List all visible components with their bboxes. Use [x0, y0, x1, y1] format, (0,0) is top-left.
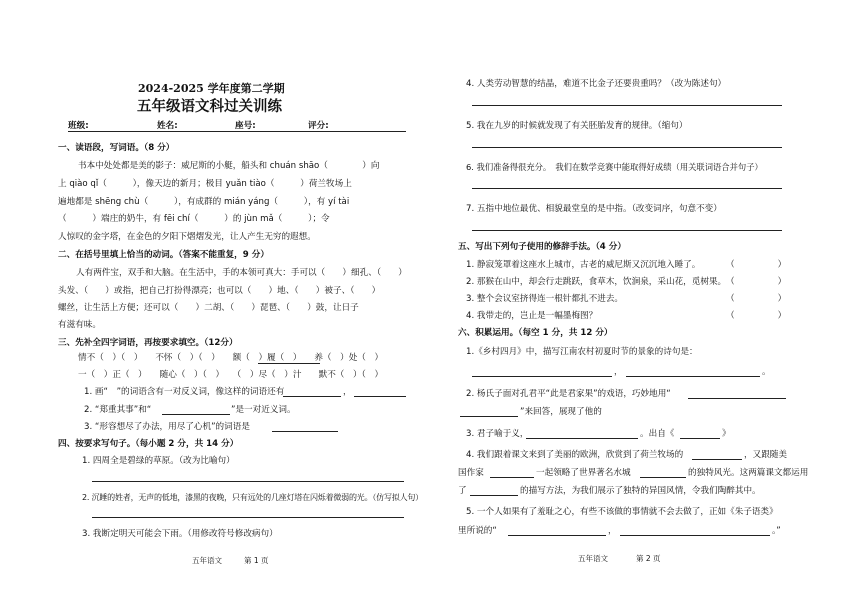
s6-q1-blank-2[interactable]: [626, 376, 760, 377]
s6-q5-blank-2[interactable]: [620, 535, 770, 536]
s3-question-1: 1. 画“ ”的词语含有一对反义词，像这样的词语还有: [84, 387, 285, 397]
label-class: 班级:: [68, 121, 89, 131]
s4-q5-answer-line[interactable]: [472, 147, 782, 148]
s6-question-4-line2-b: 一起领略了世界著名水城: [536, 468, 631, 478]
footer-page-2: 第 2 页: [636, 554, 661, 563]
s4-question-1: 1. 四周全是碧绿的草原。（改为比喻句）: [82, 456, 235, 466]
s5-answer-3[interactable]: （ ）: [726, 294, 787, 304]
s5-answer-2[interactable]: （ ）: [726, 277, 787, 287]
section-4-heading: 四、按要求写句子。（每小题 2 分，共 14 分）: [58, 439, 239, 449]
s4-question-5: 5. 我在九岁的时候就发现了有关胚胎发育的规律。（缩句）: [466, 121, 688, 131]
s3-idiom-underline: [258, 363, 320, 364]
s6-question-5-end: 。”: [772, 526, 781, 536]
s2-line-1: 人有两件宝，双手和大脑。在生活中，手的本领可真大：手可以（ ）细孔、（ ）: [76, 268, 407, 278]
s6-question-5-line2: 里所说的“: [458, 526, 497, 536]
page-2: [430, 0, 860, 608]
s6-q1-period: 。: [762, 367, 771, 377]
footer-subject-2: 五年语文: [578, 554, 608, 563]
s6-question-3-source: 。出自《: [640, 429, 675, 439]
section-1-heading: 一、读语段，写词语。（8 分）: [58, 143, 175, 153]
s6-q4-blank-3[interactable]: [640, 477, 686, 478]
s3-idiom-row-2: 一（ ）正（ ） 随心（ ）（ ） （ ）尽（ ）汁 默不（ ）（ ）: [78, 370, 384, 380]
s4-question-6: 6. 我们准备得很充分。 我们在数学竞赛中能取得好成绩（用关联词语合并句子）: [466, 162, 763, 172]
s5-question-2: 2. 那猴在山中，却会行走跳跃，食草木，饮涧泉，采山花，觅树果。: [466, 277, 727, 287]
s6-question-2-start: 2. 杨氏子面对孔君平“此是君家果”的戏语，巧妙地用“: [466, 389, 671, 399]
s4-q4-answer-line[interactable]: [472, 105, 782, 106]
s3-question-2-end: ”是一对近义词。: [231, 405, 296, 415]
footer-page: 第 1 页: [244, 556, 269, 565]
s6-q1-comma: ，: [614, 367, 623, 377]
s4-question-7: 7. 五指中地位最优、相貌最堂皇的是中指。（改变词序，句意不变）: [466, 204, 722, 214]
s3-q2-blank[interactable]: [162, 414, 230, 415]
s6-q3-blank-2[interactable]: [680, 438, 720, 439]
s1-line-3: 遍地都是 shēng chù（ ），有成群的 mián yáng（ ），有 yí tài: [58, 197, 350, 207]
s4-q7-answer-line[interactable]: [472, 230, 782, 231]
s6-question-4-cont: ，又跟随美: [744, 450, 787, 460]
header-rule: [68, 131, 406, 132]
s4-question-4: 4. 人类劳动智慧的结晶，难道不比金子还要贵重吗？（改为陈述句）: [466, 79, 727, 89]
s6-q1-blank-1[interactable]: [472, 376, 612, 377]
s6-question-5-start: 5. 一个人如果有了羞耻之心，有些不该做的事情就不会去做了，正如《朱子语类》: [466, 507, 778, 517]
s4-question-3: 3. 我断定明天可能会下雨。（用修改符号修改病句）: [82, 529, 278, 539]
s6-question-2-end: ”来回答，展现了他的: [520, 407, 602, 417]
s6-question-4-start: 4. 我们跟着课文来到了美丽的欧洲，欣赏到了荷兰牧场的: [466, 450, 684, 460]
s4-question-2: 2. 沉睡的姓者，无声的低地，漆黑的夜晚，只有远处的几座灯塔在闪烁着微弱的光。（仿写拟人句）: [82, 493, 423, 502]
label-name: 姓名:: [157, 121, 178, 131]
s6-question-3-start: 3. 君子喻于义，: [466, 429, 529, 439]
s6-q4-blank-1[interactable]: [692, 459, 742, 460]
s1-line-2: 上 qiào qǐ（ ），像天边的新月；极目 yuǎn tiào（ ）荷兰牧场上: [58, 179, 352, 189]
s4-q1-answer-line[interactable]: [92, 481, 404, 482]
s6-q4-blank-2[interactable]: [490, 477, 534, 478]
s6-q2-blank-1[interactable]: [688, 398, 786, 399]
section-3-heading: 三、先补全四字词语，再按要求填空。（12分）: [58, 338, 238, 348]
label-score: 评分:: [308, 121, 329, 131]
s5-answer-4[interactable]: （ ）: [726, 311, 787, 321]
s3-q1-comma: ，: [343, 387, 352, 397]
s3-q3-blank[interactable]: [272, 431, 338, 432]
s6-q3-blank-1[interactable]: [526, 438, 638, 439]
s2-line-3: 螺丝，让生活上方便；还可以（ ）二胡、（ ）琵琶、（ ）鼓，让日子: [58, 303, 359, 313]
s4-q2-answer-line[interactable]: [92, 517, 404, 518]
s1-line-4: （ ）端庄的奶牛，有 fēi chí（ ）的 jùn mǎ（ ）；令: [58, 214, 330, 224]
section-2-heading: 二、在括号里填上恰当的动词。（答案不能重复，9 分）: [58, 250, 269, 260]
s6-q5-comma: ，: [608, 526, 617, 536]
s3-idiom-row-1: 情不（ ）（ ） 不怀（ ）（ ） 额（ ）履（ ） 养（ ）处（ ）: [78, 353, 384, 363]
s2-line-2: 头发、（ ）或指，把自己打扮得漂亮；也可以（ ）地、（ ）被子、（ ）: [58, 286, 381, 296]
s2-line-4: 有滋有味。: [58, 320, 101, 330]
s3-q1-blank-1[interactable]: [283, 396, 341, 397]
s3-question-2-start: 2. “郑重其事”和“: [84, 405, 152, 415]
s3-question-3: 3. “形容想尽了办法，用尽了心机”的词语是: [84, 422, 250, 432]
s6-question-4-line3-b: 的描写方法，为我们展示了独特的异国风情，令我们陶醉其中。: [520, 486, 761, 496]
s6-question-1: 1.《乡村四月》中，描写江南农村初夏时节的景象的诗句是：: [466, 347, 698, 357]
s6-question-4-line2-c: 的独特风光。这两篇课文都运用: [688, 468, 809, 478]
s5-question-1: 1. 静寂笼罩着这座水上城市，古老的威尼斯又沉沉地入睡了。: [466, 260, 701, 270]
page-title: 五年级语文科过关训练: [137, 98, 282, 115]
s6-q5-blank-1[interactable]: [508, 535, 606, 536]
footer-subject: 五年语文: [192, 556, 222, 565]
section-5-heading: 五、写出下列句子使用的修辞手法。（4 分）: [458, 242, 626, 252]
s5-question-3: 3. 整个会议室挤得连一根针都扎不进去。: [466, 294, 624, 304]
s1-line-5: 人惊叹的金字塔，在金色的夕阳下熠熠发光，让人产生无穷的遐想。: [58, 232, 316, 242]
s6-q2-blank-2[interactable]: [460, 416, 518, 417]
s6-question-4-line2-a: 国作家: [458, 468, 484, 478]
s5-question-4: 4. 我带走的，岂止是一幅墨梅图？: [466, 311, 598, 321]
s4-q6-answer-line[interactable]: [472, 188, 782, 189]
s1-line-1: 书本中处处都是美的影子：威尼斯的小艇，船头和 chuán shāo（ ）向: [78, 161, 380, 171]
s6-question-4-line3-a: 了: [458, 486, 467, 496]
label-seat: 座号:: [235, 121, 256, 131]
s6-q4-blank-4[interactable]: [470, 495, 518, 496]
s6-question-3-end: 》: [722, 429, 731, 439]
s3-q1-blank-2[interactable]: [354, 396, 406, 397]
s5-answer-1[interactable]: （ ）: [726, 260, 787, 270]
section-6-heading: 六、积累运用。（每空 1 分，共 12 分）: [458, 328, 613, 338]
school-year: 2024-2025 学年度第二学期: [138, 82, 285, 95]
